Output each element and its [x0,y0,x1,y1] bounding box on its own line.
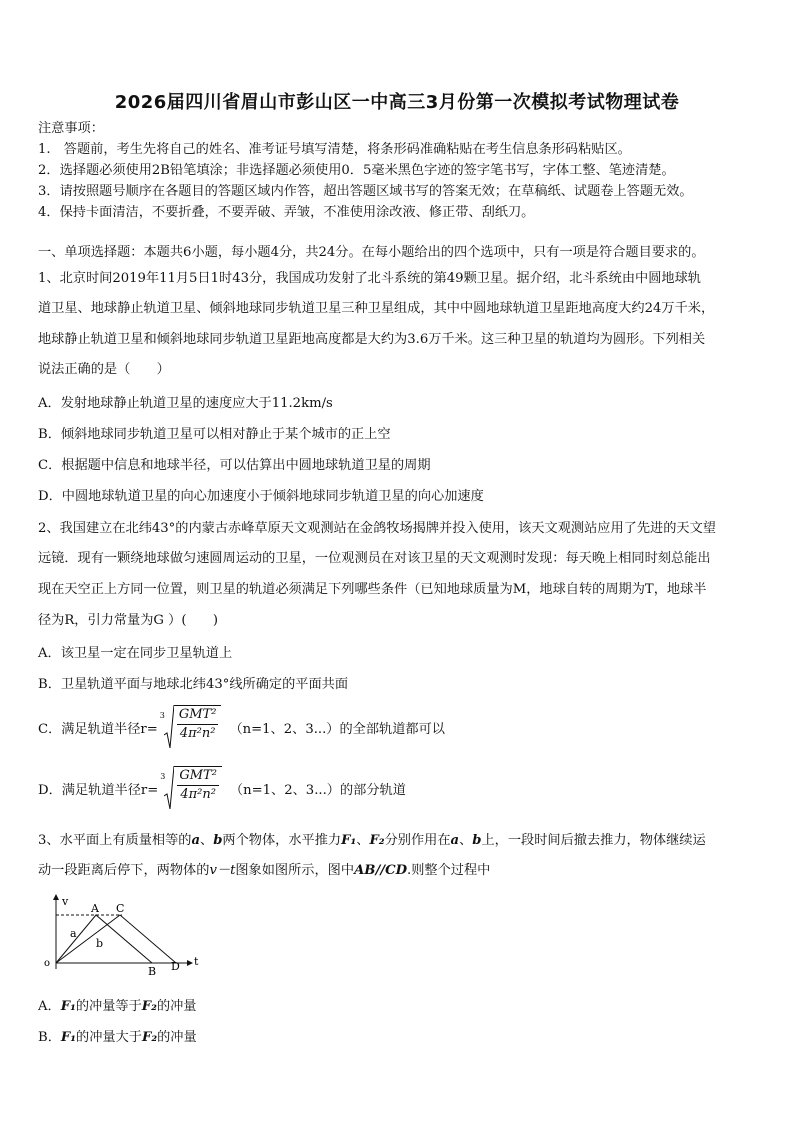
question-1-text: 1、北京时间2019年11月5日1时43分，我国成功发射了北斗系统的第49颗卫星。据介绍，北斗系统由中圆地球轨 [38,271,701,286]
q3-text-segment: 动一段距离后停下，两物体的 [38,863,210,878]
notice-item: 4．保持卡面清洁，不要折叠，不要弄破、弄皱，不准使用涂改液、修正带、刮纸刀。 [38,205,535,220]
root-index: 3 [159,711,165,720]
question-2-text: 现在天空正上方同一位置，则卫星的轨道必须满足下列哪些条件（已知地球质量为M，地球自转的周期为T，地球半 [38,582,707,597]
label-o: o [44,958,51,969]
q3-var: F₁ [341,833,357,848]
opt-label: B． [38,1030,61,1045]
question-1-option-a: A．发射地球静止轨道卫星的速度应大于11.2km/s [38,396,333,411]
label-v: v [62,895,69,908]
radical-sign-icon [164,705,174,749]
question-1-option-c: C．根据题中信息和地球半径，可以估算出中圆地球轨道卫星的周期 [38,458,431,473]
label-B: B [148,965,157,978]
option-d-prefix: D．满足轨道半径r= [38,782,159,798]
fraction [174,705,222,749]
question-2-text: 远镜．现有一颗绕地球做匀速圆周运动的卫星，一位观测员在对该卫星的天文观测时发现：每天晚上相同时刻总能出 [38,551,711,566]
fraction-numerator: GMT² [177,706,219,725]
question-1-text: 说法正确的是（ ） [38,362,170,377]
force-var: F₂ [141,999,157,1014]
question-1-text: 地球静止轨道卫星和倾斜地球同步轨道卫星距地高度都是大约为3.6万千米。这三种卫星的轨道均为圆形。下列相关 [38,332,706,347]
label-a: a [70,927,77,940]
question-2-option-c [38,705,445,749]
option-c-suffix: （n=1、2、3...）的全部轨道都可以 [229,721,445,737]
label-t: t [194,955,199,968]
section-heading: 一、单项选择题：本题共6小题，每小题4分，共24分。在每小题给出的四个选项中，只有一项是符合题目要求的。 [38,245,705,260]
vt-graph [40,893,210,978]
notice-item: 2．选择题必须使用2B铅笔填涂；非选择题必须使用0．5毫米黑色字迹的签字笔书写，字体工整、笔迹清楚。 [38,163,675,178]
q3-text-segment: 3、水平面上有质量相等的 [38,833,192,848]
force-var: F₁ [60,999,76,1014]
q3-var: b [472,833,482,848]
fraction [174,766,222,810]
question-2-option-b: B．卫星轨道平面与地球北纬43°线所确定的平面共面 [38,677,349,692]
question-3-option-b [38,1029,197,1047]
notice-item: 1. 答题前，考生先将自己的姓名、准考证号填写清楚，将条形码准确粘贴在考生信息条形码粘贴区。 [38,142,631,157]
q3-text-segment: 、 [200,833,214,848]
question-3-text [38,832,760,850]
notice-item: 3．请按照题号顺序在各题目的答题区域内作答，超出答题区域书写的答案无效；在草稿纸、试题卷上答题无效。 [38,184,693,199]
opt-label: A． [38,999,61,1014]
q3-text-segment: 图象如图所示，图中 [235,863,355,878]
question-1-text: 道卫星、地球静止轨道卫星、倾斜地球同步轨道卫星三种卫星组成，其中中圆地球轨道卫星距地高度大约24万千米， [38,301,715,316]
q3-text-segment: 、 [356,833,370,848]
cube-root-formula [160,705,222,749]
option-d-suffix: （n=1、2、3...）的部分轨道 [229,782,406,798]
label-A: A [91,902,99,915]
root-index: 3 [160,772,166,781]
q3-var: a [191,833,200,848]
question-2-option-d [38,766,406,810]
q3-text-segment: 、 [459,833,473,848]
q3-text-segment: 上，一段时间后撤去推力，物体继续运 [481,833,706,848]
opt-text: 的冲量等于 [75,999,142,1014]
q3-text-segment: .则整个过程中 [407,863,491,878]
q3-var: AB//CD [354,863,408,878]
option-c-prefix: C．满足轨道半径r= [38,721,158,737]
fraction-numerator: GMT² [177,767,219,786]
opt-text: 的冲量 [157,1030,197,1045]
opt-text: 的冲量大于 [76,1030,142,1045]
label-D: D [171,960,180,973]
cube-root-formula [160,766,222,810]
force-var: F₁ [60,1030,77,1045]
notice-heading: 注意事项： [38,121,104,136]
question-3-text [38,862,760,880]
radical-sign-icon [164,766,174,810]
q3-text-segment: 两个物体，水平推力 [222,833,342,848]
q3-var: b [213,833,223,848]
question-2-text: 径为R，引力常量为G ）( ) [38,613,219,628]
question-2-option-a: A．该卫星一定在同步卫星轨道上 [38,646,233,661]
q3-var: v－t [209,863,236,878]
opt-text: 的冲量 [156,999,197,1014]
q3-var: F₂ [369,833,385,848]
q3-var: a [450,833,460,848]
label-C: C [116,902,125,915]
question-1-option-b: B．倾斜地球同步轨道卫星可以相对静止于某个城市的正上空 [38,427,391,442]
fraction-denominator: 4π²n² [179,726,216,741]
force-var: F₂ [141,1030,158,1045]
page-title: 2026届四川省眉山市彭山区一中高三3月份第一次模拟考试物理试卷 [114,92,680,113]
label-b: b [96,937,104,950]
question-3-option-a [38,998,197,1016]
question-2-text: 2、我国建立在北纬43°的内蒙古赤峰草原天文观测站在金鸽牧场揭牌并投入使用，该天文观测站应用了先进的天文望 [38,521,716,536]
q3-text-segment: 分别作用在 [384,833,451,848]
question-1-option-d: D．中圆地球轨道卫星的向心加速度小于倾斜地球同步轨道卫星的向心加速度 [38,489,484,504]
fraction-denominator: 4π²n² [180,787,216,802]
